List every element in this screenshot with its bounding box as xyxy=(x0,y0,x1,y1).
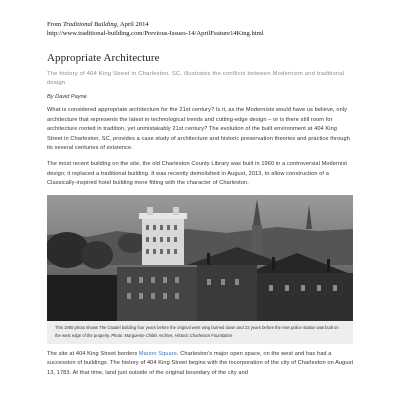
article-title: Appropriate Architecture xyxy=(47,52,160,64)
source-date: , April 2014 xyxy=(116,21,149,28)
source-publication: Traditional Building xyxy=(62,21,117,28)
paragraph-3-text-after: . Charleston's major open space, on the west and has had a succession of buildings. The history of 404 King Street begins with the incorporation of the city of Charleston on August 13, 1783. At that time, land just outside of the original boundary of the city and xyxy=(47,350,354,376)
paragraph-3-text-before: The site at 404 King Street borders xyxy=(47,350,139,357)
paragraph-1: What is considered appropriate architecture for the 21st century? Is it, as the Modernists would have us believe, only architecture that represents the latest in technological trends and cutting-edge design – or is there still room for architecture rooted in tradition, yet unmistakably 21st century? The evolution of the built environment at 404 King Street in Charleston, SC, provides a case study of architecture and historic preservation theories and practice through its several centuries of existence. xyxy=(47,107,350,152)
source-prefix: From xyxy=(47,21,63,28)
article-byline: By David Payne xyxy=(47,94,87,100)
marion-square-link[interactable]: Marion Square xyxy=(138,350,177,357)
caption-text: This 1900 photo shows The Citadel building four years before the original west wing burned down and 22 years before the new police station was built on the west edge of the property. xyxy=(55,324,339,338)
figure-caption xyxy=(47,321,353,344)
source-line xyxy=(47,20,354,29)
source-url: http://www.traditional-building.com/Previous-Issues-14/AprilFeature14King.html xyxy=(47,30,264,37)
caption-credit: Photo: Marguerite Childs Archive, Historic Charleston Foundation xyxy=(111,332,233,338)
figure xyxy=(47,195,353,344)
paragraph-2: The most recent building on the site, the old Charleston County Library was built in 1960 in a controversial Modernist design; it replaced a traditional building. It was recently demolished in August, 2013, to allow construction of a Classically-inspired hotel building more fitting with the character of Charleston. xyxy=(47,160,348,187)
article-subtitle: The history of 404 King Street in Charleston, SC, illustrates the conflicts between Modernism and traditional design xyxy=(47,71,345,86)
historic-photo xyxy=(47,195,353,321)
paragraph-3 xyxy=(47,350,354,379)
